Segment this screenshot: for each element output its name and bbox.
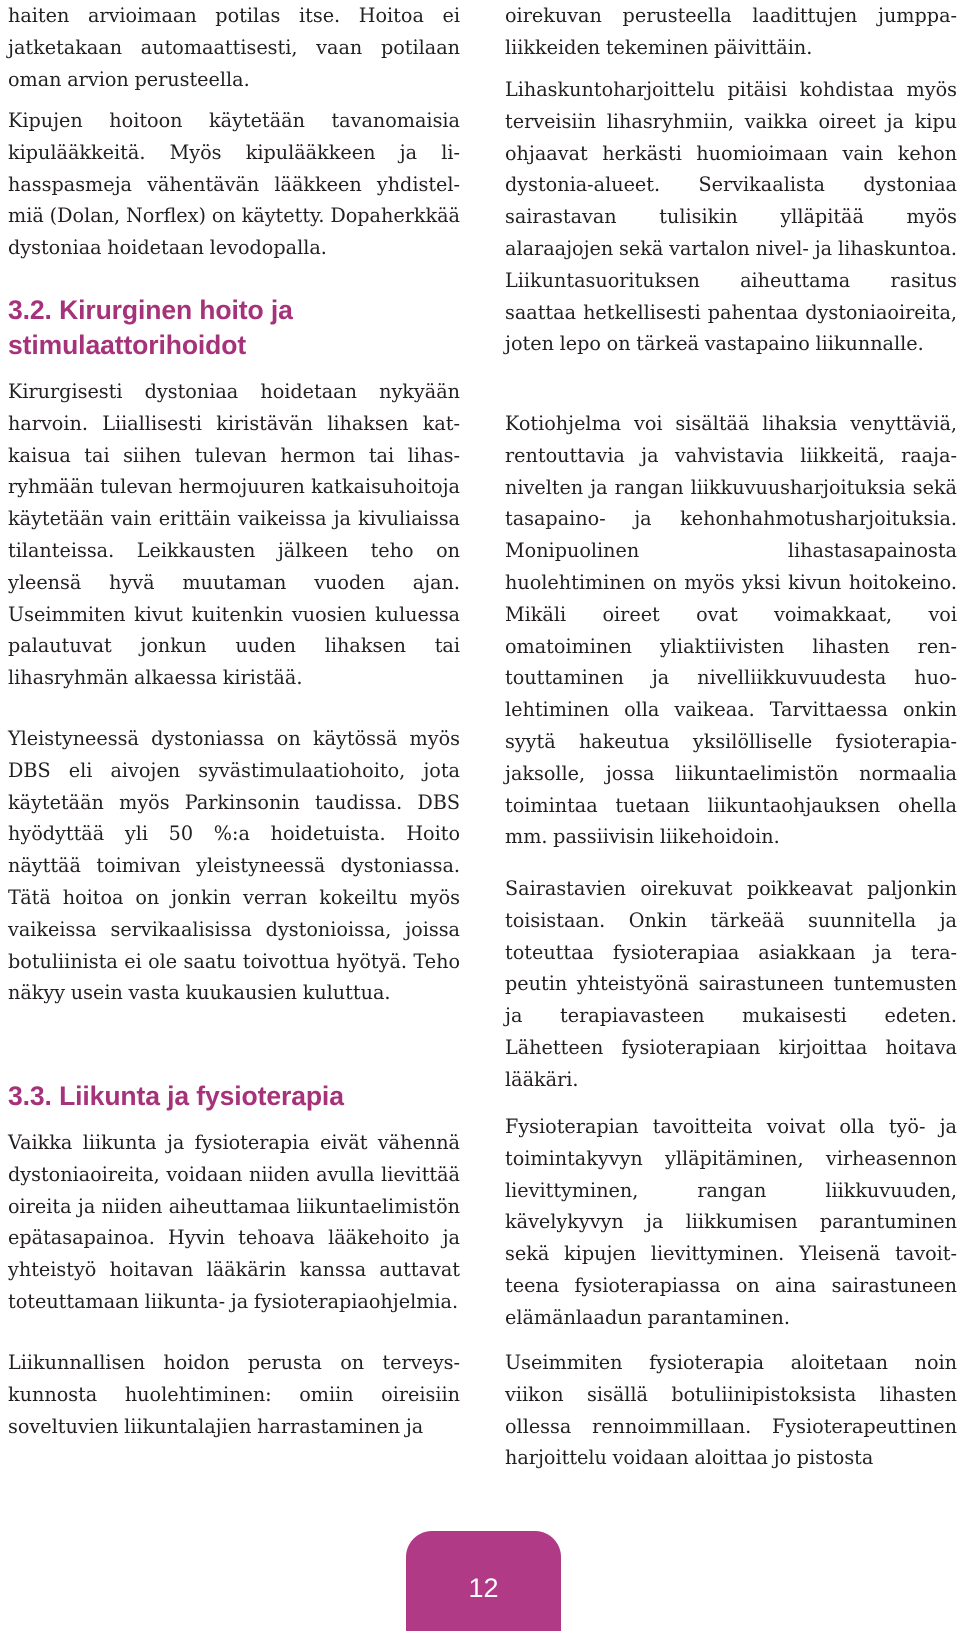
paragraph-continuation: oirekuvan perusteella laadittujen jumppaliikkeiden tekeminen päivittäin.: [505, 4, 957, 59]
page-number-tab: [406, 1531, 561, 1631]
paragraph-exercise: Vaikka liikunta ja fysioterapia eivät vähennä dystoniaoireita, voidaan niiden avulla lievittää oireita ja niiden aiheuttamaa liikuntaelimistön epätasapainoa. Hyvin tehoava lääkehoito ja yhteistyö hoitavan lääkärin kanssa auttavat toteuttamaan liikunta- ja fysioterapiaohjelmia.: [8, 1131, 460, 1313]
page-number: 12: [468, 1573, 499, 1603]
paragraph-surgery: Kirurgisesti dystoniaa hoidetaan nykyään harvoin. Liiallisesti kiristävän lihaksen katkaisua tai siihen tulevan hermon tai lihasryhmään tulevan hermojuuren katkaisuhoitoja käytetään vain erittäin vaikeissa ja kivuliaissa tilanteissa. Leikkausten jälkeen teho on yleensä hyvä muutaman vuoden ajan. Useimmiten kivut kuitenkin vuosien kuluessa palautuvat jonkun uuden lihaksen tai lihasryhmän alkaessa kiristää.: [8, 380, 460, 690]
paragraph-dbs: Yleistyneessä dystoniassa on käytössä myös DBS eli aivojen syvästimulaatiohoito, jota käytetään myös Parkinsonin taudissa. DBS hyödyttää yli 50 %:a hoidetuista. Hoito näyttää toimivan yleistyneessä dystoniassa. Tätä hoitoa on jonkin verran kokeiltu myös vaikeissa servikaalisissa dystonioissa, joissa botuliinista ei ole saatu toivottua hyötyä. Teho näkyy usein vasta kuukausien kuluttua.: [8, 727, 460, 1005]
paragraph-start: Useimmiten fysioterapia aloitetaan noin viikon sisällä botuliinipistoksista lihasten ollessa rennoimmillaan. Fysioterapeuttinen harjoittelu voidaan aloittaa jo pistosta: [505, 1351, 957, 1470]
paragraph-fitness: Liikunnallisen hoidon perusta on terveyskunnosta huolehtiminen: omiin oireisiin soveltuvien liikuntalajien harrastaminen ja: [8, 1351, 460, 1438]
section-heading-3-3: 3.3. Liikunta ja fysioterapia: [8, 1081, 344, 1111]
paragraph-intro: haiten arvioimaan potilas itse. Hoitoa ei jatketakaan automaattisesti, vaan potilaan oman arvion perusteella.: [8, 4, 460, 91]
paragraph-muscle-training: Lihaskuntoharjoittelu pitäisi kohdistaa myös terveisiin lihasryhmiin, vaikka oireet ja kipu ohjaavat herkästi huomioimaan vain kehon dystonia-alueet. Servikaalista dystoniaa sairastavan tulisikin ylläpitää myös alaraajojen sekä vartalon nivel- ja lihaskuntoa. Liikuntasuorituksen aiheuttama rasitus saattaa hetkellisesti pahentaa dystoniaoireita, joten lepo on tärkeä vastapaino liikunnalle.: [505, 78, 957, 356]
section-heading-3-2: 3.2. Kirurginen hoito ja stimulaattorihoidot: [8, 295, 293, 360]
paragraph-home-program: Kotiohjelma voi sisältää lihaksia venyttäviä, rentouttavia ja vahvistavia liikkeitä, raajanivelten ja rangan liikkuvuusharjoituksia sekä tasapaino- ja kehonhahmotusharjoituksia. Monipuolinen lihastasapainosta huolehtiminen on myös yksi kivun hoitokeino. Mikäli oireet ovat voimakkaat, voi omatoiminen yliaktiivisten lihasten rentouttaminen ja nivelliikkuvuudesta huolehtiminen olla vaikeaa. Tarvittaessa onkin syytä hakeutua yksilölliselle fysioterapiajaksolle, jossa liikuntaelimistön normaalia toimintaa tuetaan liikuntaohjauksen ohella mm. passiivisin liikehoidoin.: [505, 412, 957, 849]
paragraph-goals: Fysioterapian tavoitteita voivat olla työ- ja toimintakyvyn ylläpitäminen, virheasennon lievittyminen, rangan liikkuvuuden, kävelykyvyn ja liikkumisen parantuminen sekä kipujen lievittyminen. Yleisenä tavoitteena fysioterapiassa on aina sairastuneen elämänlaadun parantaminen.: [505, 1115, 957, 1329]
paragraph-patients: Sairastavien oirekuvat poikkeavat paljonkin toisistaan. Onkin tärkeää suunnitella ja toteuttaa fysioterapiaa asiakkaan ja terapeutin yhteistyönä sairastuneen tuntemusten ja terapiavasteen mukaisesti edeten. Lähetteen fysioterapiaan kirjoittaa hoitava lääkäri.: [505, 877, 957, 1091]
paragraph-pain-treatment: Kipujen hoitoon käytetään tavanomaisia kipulääkkeitä. Myös kipulääkkeen ja lihasspasmeja vähentävän lääkkeen yhdistelmiä (Dolan, Norflex) on käytetty. Dopaherkkää dystoniaa hoidetaan levodopalla.: [8, 109, 460, 260]
